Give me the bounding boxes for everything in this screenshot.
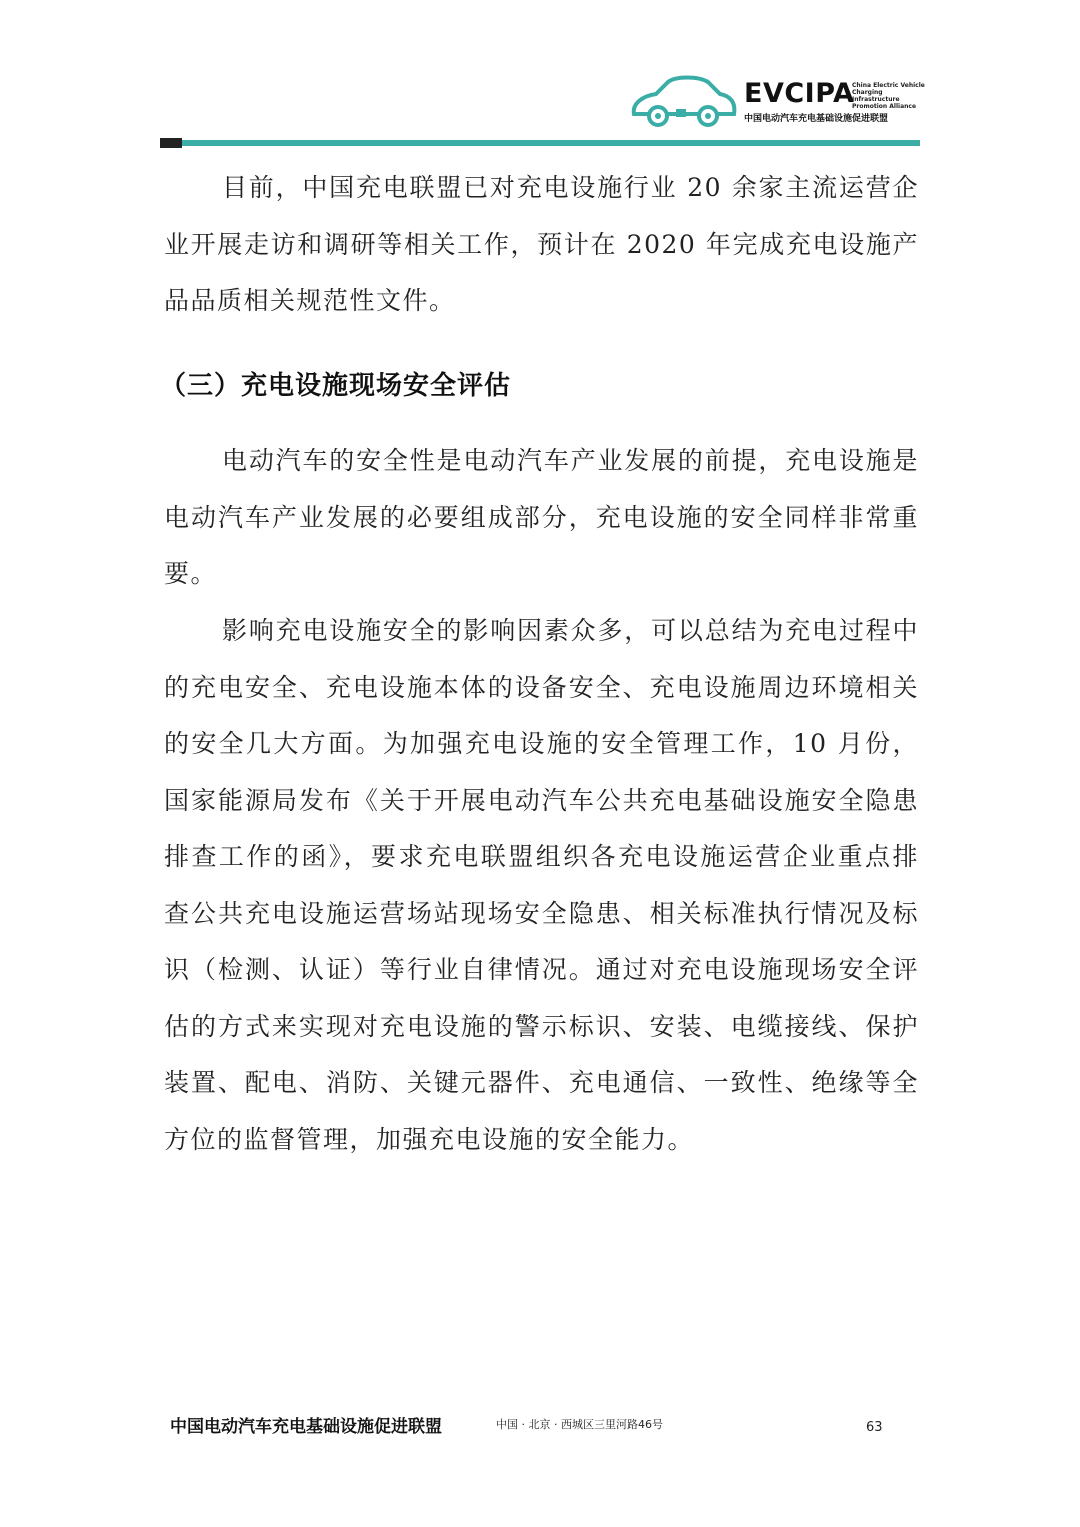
logo-wordmark: EVCIPA	[744, 78, 855, 109]
car-logo-icon	[628, 74, 738, 130]
footer-org-name: 中国电动汽车充电基础设施促进联盟	[170, 1417, 442, 1437]
page-number: 63	[866, 1420, 883, 1435]
paragraph-current-work: 目前，中国充电联盟已对充电设施行业 20 余家主流运营企业开展走访和调研等相关工作，预计在 2020 年完成充电设施产品品质相关规范性文件。	[164, 173, 919, 315]
section-heading: （三）充电设施现场安全评估	[160, 371, 512, 401]
logo-subtitle-cn: 中国电动汽车充电基础设施促进联盟	[744, 114, 889, 124]
logo-subtitle-en: China Electric Vehicle Charging Infrastructure Promotion Alliance	[852, 82, 925, 110]
footer-address: 中国 · 北京 · 西城区三里河路46号	[496, 1418, 663, 1431]
plug-icon	[160, 138, 920, 148]
page-header	[0, 0, 1080, 160]
paragraph-safety-factors: 影响充电设施安全的影响因素众多，可以总结为充电过程中的充电安全、充电设施本体的设备安全、充电设施周边环境相关的安全几大方面。为加强充电设施的安全管理工作，10 月份，国家能源局发布《关于开展电动汽车公共充电基础设施安全隐患排查工作的函》，要求充电联盟组织各充电设施运营企业重点排查公共充电设施运营场站现场安全隐患、相关标准执行情况及标识（检测、认证）等行业自律情况。通过对充电设施现场安全评估的方式来实现对充电设施的警示标识、安装、电缆接线、保护装置、配电、消防、关键元器件、充电通信、一致性、绝缘等全方位的监督管理，加强充电设施的安全能力。	[164, 616, 919, 1154]
page-footer	[0, 1400, 1080, 1460]
paragraph-safety-premise: 电动汽车的安全性是电动汽车产业发展的前提，充电设施是电动汽车产业发展的必要组成部分，充电设施的安全同样非常重要。	[164, 446, 919, 588]
